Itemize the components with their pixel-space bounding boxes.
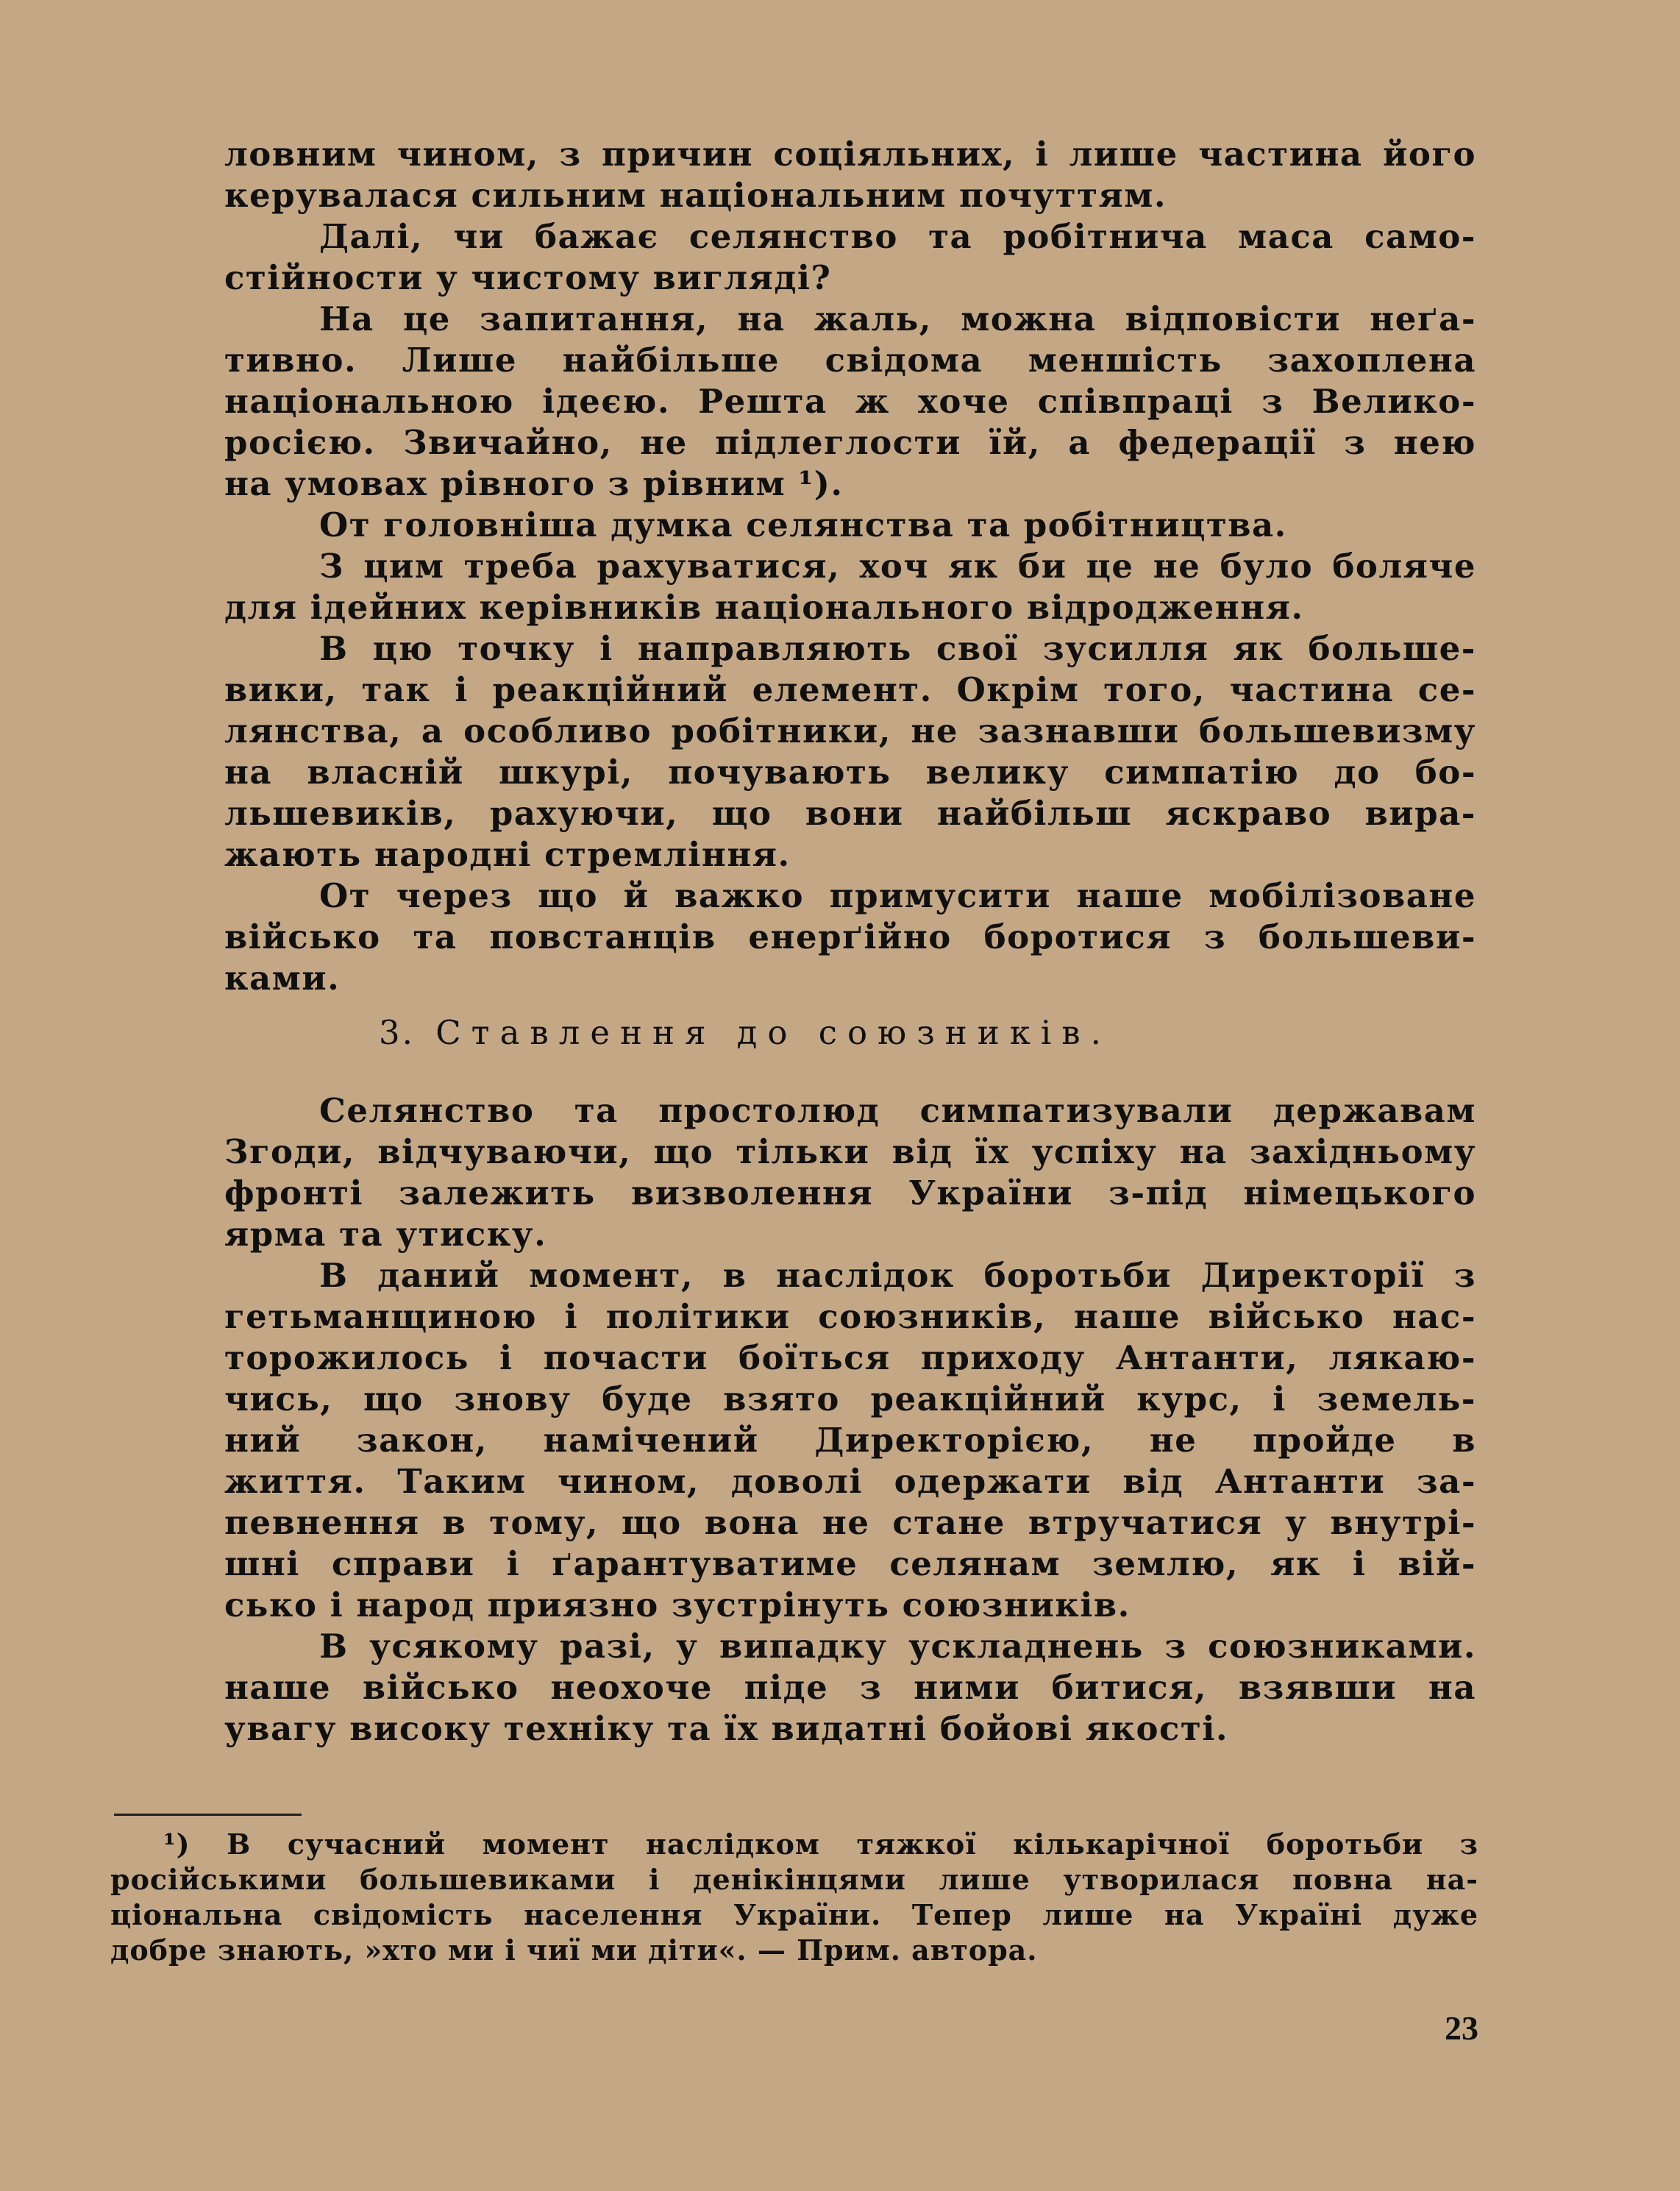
body-text-line: З цим треба рахуватися, хоч як би це не було боляче — [319, 547, 1476, 586]
body-text-line: військо та повстанців енерґійно боротися з большеви- — [224, 917, 1476, 956]
body-text-line: для ідейних керівників національного відродження. — [224, 588, 1304, 627]
body-paragraphs — [224, 134, 1476, 999]
section-text-line: життя. Таким чином, доволі одержати від Антанти за- — [224, 1462, 1476, 1501]
footnote-text-line: добре знають, »хто ми і чиї ми діти«. — Прим. автора. — [110, 1933, 1038, 1967]
section-title: Ставлення до союзників. — [435, 1013, 1111, 1052]
body-text-line: тивно. Лише найбільше свідома меншість захоплена — [224, 341, 1476, 380]
footnote-separator — [114, 1814, 302, 1816]
section-text-line: наше військо неохоче піде з ними битися, взявши на — [224, 1668, 1476, 1707]
body-text-line: ками. — [224, 959, 341, 998]
main-text — [224, 134, 1476, 1750]
section-text-line: ярма та утиску. — [224, 1215, 547, 1254]
section-text-line: Селянство та простолюд симпатизували державам — [319, 1091, 1476, 1130]
body-text-line: вики, так і реакційний елемент. Окрім того, частина се- — [224, 670, 1476, 709]
body-text-line: В цю точку і направляють свої зусилля як больше- — [319, 629, 1476, 668]
body-text-line: жають народні стремління. — [224, 835, 791, 874]
page-number: 23 — [1445, 2009, 1478, 2047]
section-text-line: увагу високу техніку та їх видатні бойові якості. — [224, 1709, 1229, 1748]
footnote-text-line: російськими большевиками і денікінцями лише утворилася повна на- — [110, 1863, 1478, 1896]
section-text-line: Згоди, відчуваючи, що тільки від їх успіху на західньому — [224, 1132, 1476, 1171]
section-number: 3. — [379, 1013, 415, 1052]
body-text-line: росією. Звичайно, не підлеглости їй, а федерації з нею — [224, 423, 1476, 462]
section-text-line: шні справи і ґарантуватиме селянам землю, як і вій- — [224, 1544, 1476, 1583]
section-text-line: сько і народ приязно зустрінуть союзників. — [224, 1585, 1131, 1624]
footnote — [110, 1827, 1478, 1968]
footnote-text-line: ціональна свідомість населення України. Тепер лише на Україні дуже — [110, 1898, 1478, 1931]
section-paragraphs — [224, 1090, 1476, 1750]
body-text-line: От через що й важко примусити наше мобілізоване — [319, 876, 1476, 915]
body-text-line: От головніша думка селянства та робітництва. — [319, 505, 1287, 544]
section-text-line: гетьманщиною і політики союзників, наше військо нас- — [224, 1297, 1476, 1336]
body-text-line: льшевиків, рахуючи, що вони найбільш яскраво вира- — [224, 794, 1476, 833]
section-text-line: фронті залежить визволення України з-під німецького — [224, 1173, 1476, 1212]
section-text-line: чись, що знову буде взято реакційний курс, і земель- — [224, 1379, 1476, 1418]
body-text-line: лянства, а особливо робітники, не зазнавши большевизму — [224, 711, 1476, 750]
section-text-line: торожилось і почасти боїться приходу Антанти, лякаю- — [224, 1338, 1476, 1377]
footnote-text-line: ¹) В сучасний момент наслідком тяжкої кількарічної боротьби з — [163, 1828, 1478, 1861]
body-text-line: національною ідеєю. Решта ж хоче співпраці з Велико- — [224, 382, 1476, 421]
body-text-line: На це запитання, на жаль, можна відповісти неґа- — [319, 299, 1476, 338]
body-text-line: на власній шкурі, почувають велику симпатію до бо- — [224, 753, 1476, 792]
section-text-line: В усякому разі, у випадку ускладнень з союзниками. — [319, 1627, 1476, 1666]
body-text-line: на умовах рівного з рівним ¹). — [224, 464, 844, 503]
section-text-line: певнення в тому, що вона не стане втручатися у внутрі- — [224, 1503, 1476, 1542]
body-text-line: ловним чином, з причин соціяльних, і лише частина його — [224, 135, 1476, 174]
section-heading — [224, 1012, 1476, 1054]
section-text-line: В даний момент, в наслідок боротьби Директорії з — [319, 1256, 1476, 1295]
body-text-line: стійности у чистому вигляді? — [224, 258, 832, 297]
section-text-line: ний закон, намічений Директорією, не пройде в — [224, 1421, 1476, 1460]
body-text-line: Далі, чи бажає селянство та робітнича маса само- — [319, 217, 1476, 256]
body-text-line: керувалася сильним національним почуттям. — [224, 176, 1167, 215]
